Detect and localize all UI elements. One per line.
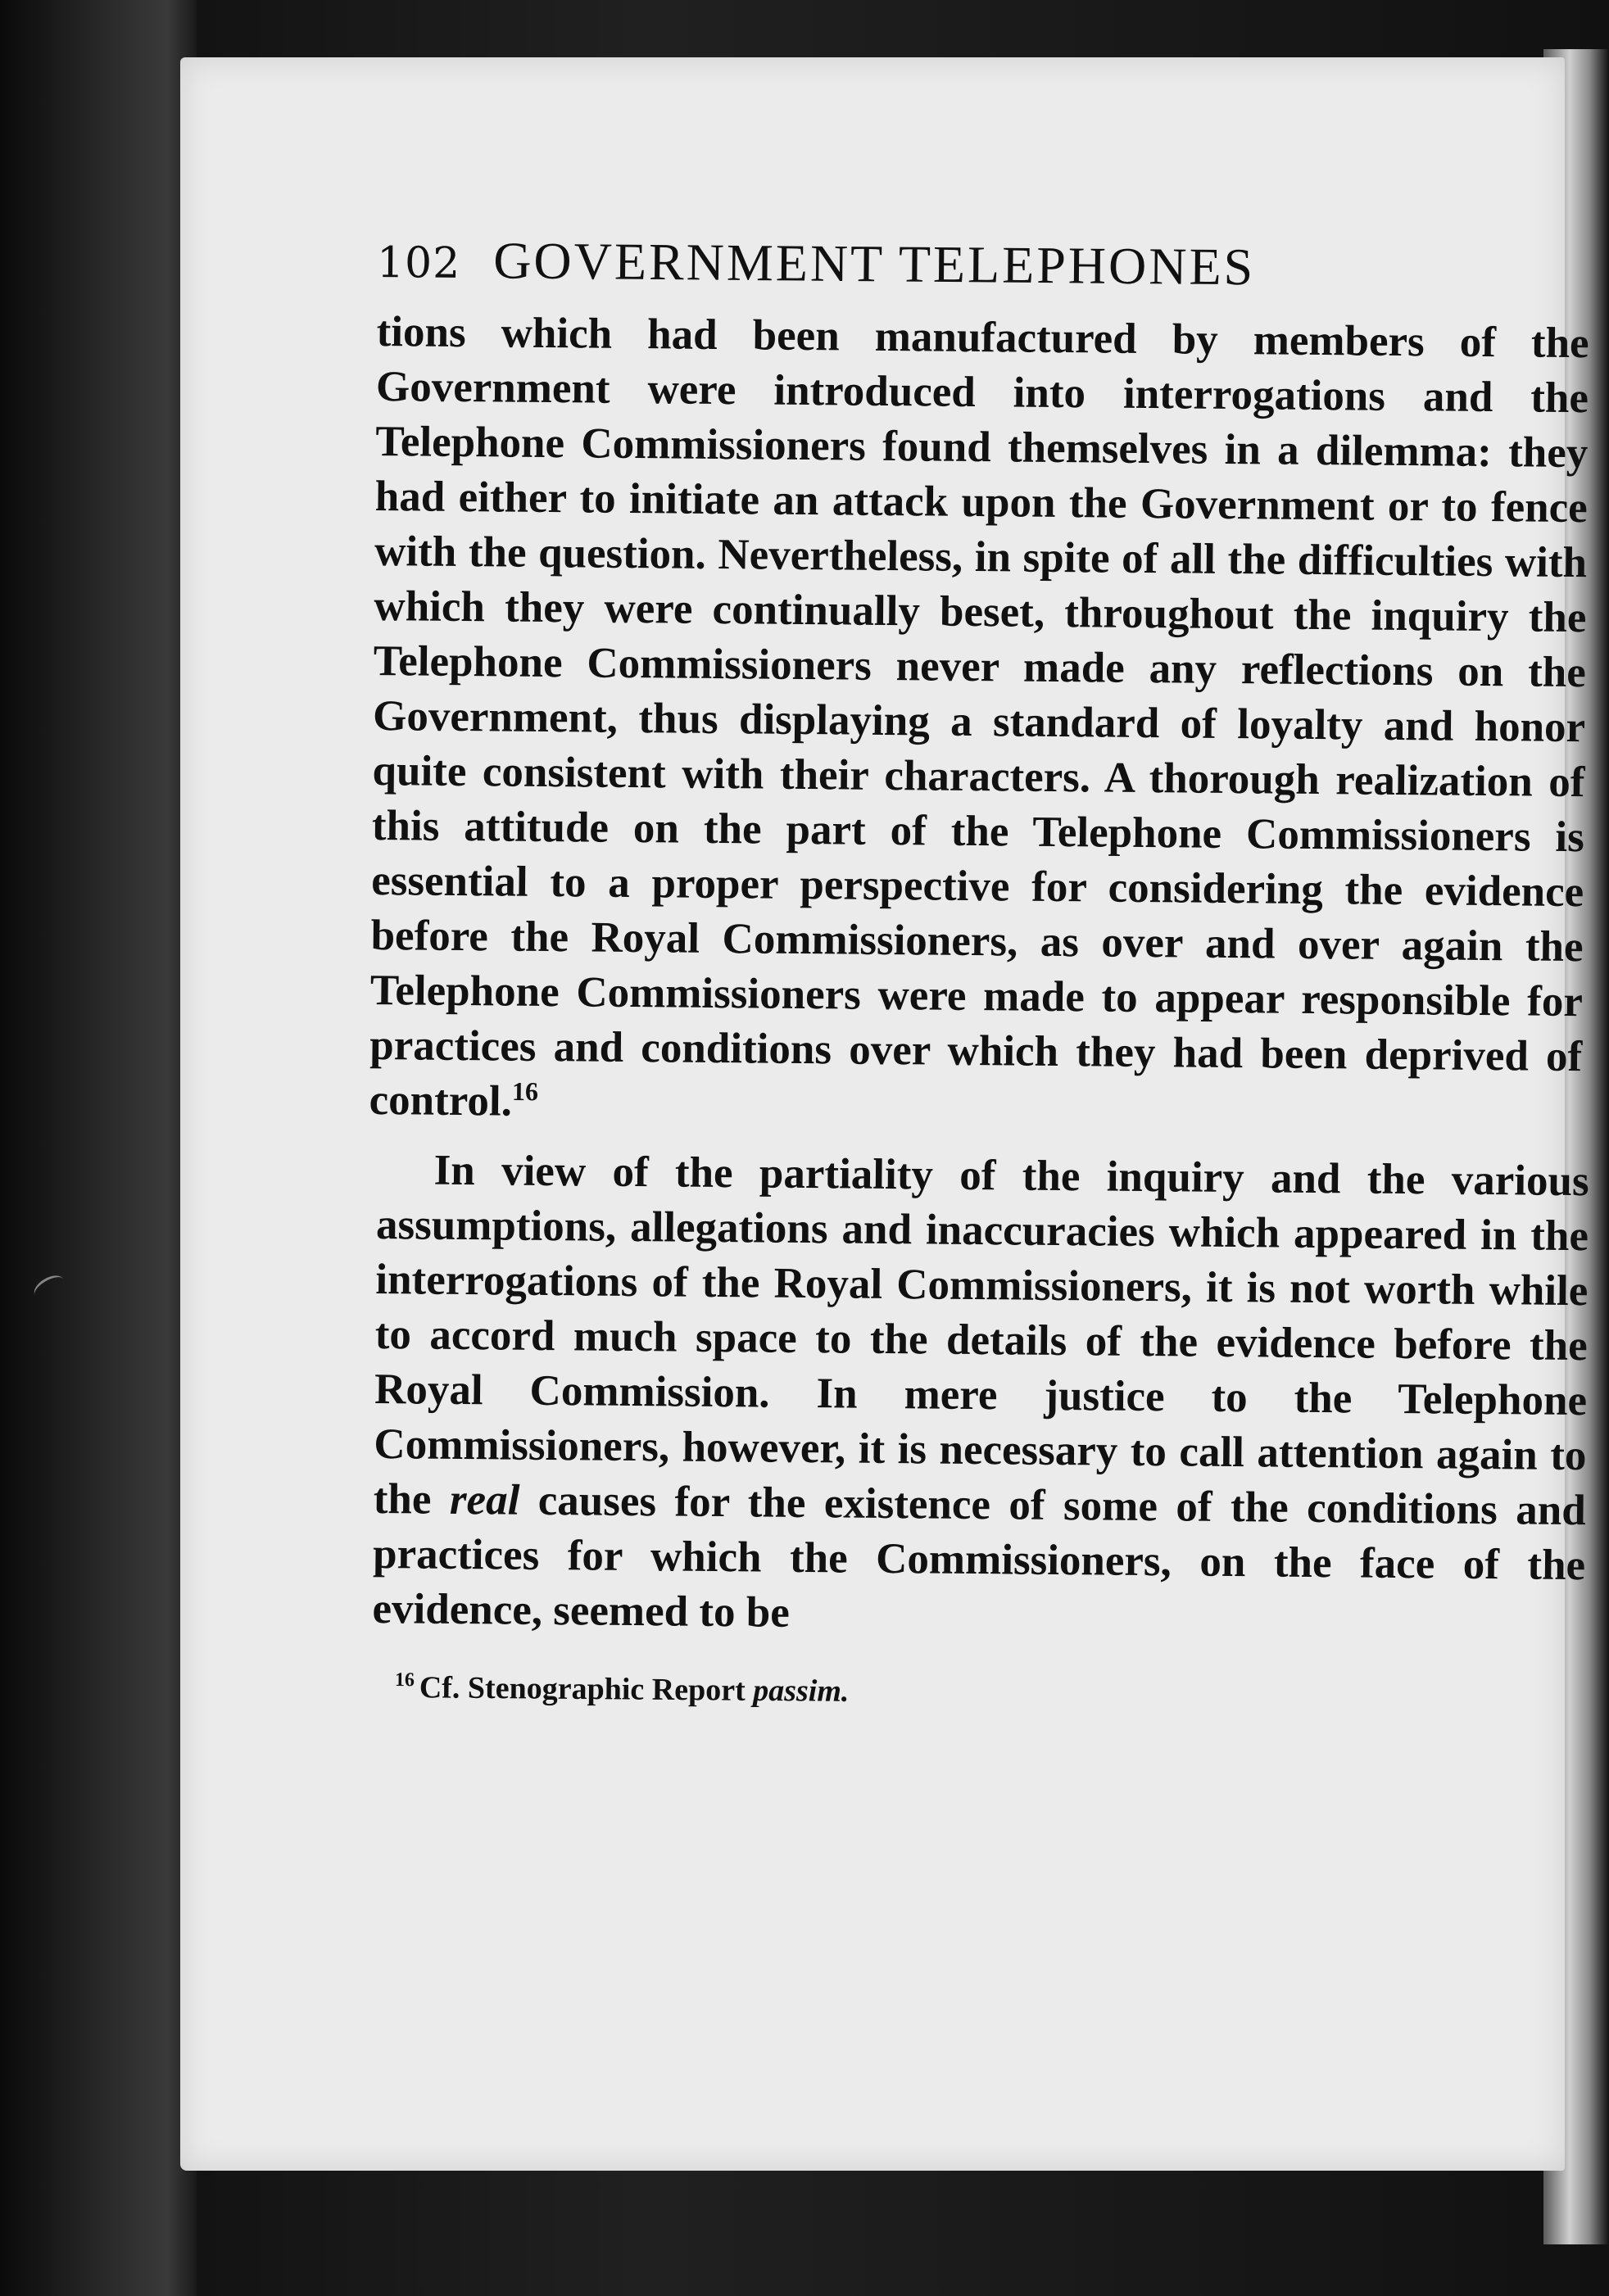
body-paragraph-1 xyxy=(369,305,1589,1139)
footnote-reference: 16 xyxy=(511,1076,539,1107)
book-spine-edge xyxy=(0,0,197,2296)
footnote-number: 16 xyxy=(394,1669,415,1691)
running-head xyxy=(377,229,1590,301)
footnote xyxy=(395,1669,1589,1716)
paragraph-2-text-end: causes for the existence of some of the conditions and practices for which the Commissioners, on the face of the evidence, seemed to be xyxy=(372,1476,1587,1637)
page-content xyxy=(369,229,1589,1709)
body-paragraph-2 xyxy=(372,1143,1589,1648)
page-number: 102 xyxy=(376,238,461,288)
paragraph-1-text: tions which had been manufactured by members of the Government were introduced into interrogations and the Telephone Commissioners found themselves in a dilemma: they had either to initiate an attack upon the Government or to fence with the question. Nevertheless, in spite of all the difficulties with which they were continually beset, throughout the inquiry the Telephone Commissioners never made any reflections on the Government, thus displaying a standard of loyalty and honor quite consistent with their characters. A thorough realization of this attitude on the part of the Telephone Commissioners is essential to a proper perspective for considering the evidence before the Royal Commissioners, as over and over again the Telephone Commissioners were made to appear responsible for practices and conditions over which they had been deprived of control. xyxy=(369,307,1589,1125)
book-page xyxy=(180,57,1589,2171)
footnote-text: Cf. Stenographic Report xyxy=(419,1670,754,1708)
running-title: GOVERNMENT TELEPHONES xyxy=(492,231,1256,297)
footnote-italic: passim. xyxy=(753,1673,850,1709)
paragraph-2-italic-word: real xyxy=(449,1475,520,1524)
paragraph-2-text-start: In view of the partiality of the inquiry and the various assumptions, allegations and inaccuracies which appeared in the interrogations of the Royal Commissioners, it is not worth while to accord much space to the details of the evidence before the Royal Commission. In mere justice to the Telephone Commissioners, however, it is necessary to call attention again to the xyxy=(373,1146,1589,1524)
